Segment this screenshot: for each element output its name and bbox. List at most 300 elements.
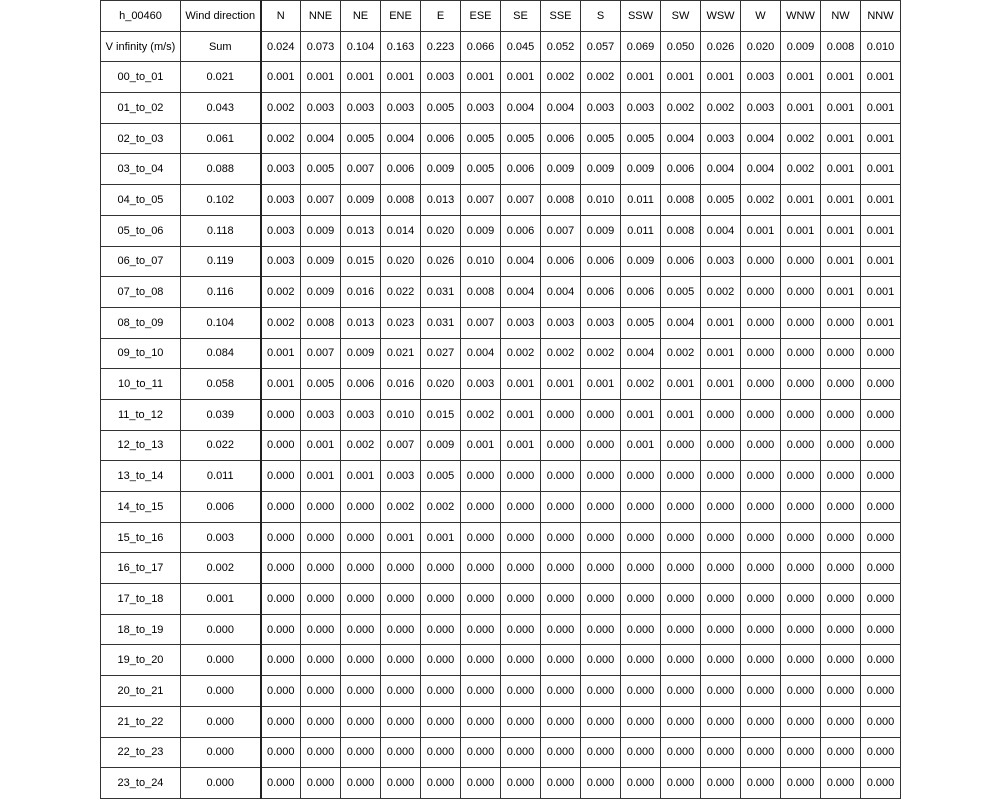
table-cell: 0.001	[301, 62, 341, 93]
table-cell: 0.005	[661, 277, 701, 308]
table-cell: 0.000	[301, 706, 341, 737]
table-cell: 0.000	[461, 676, 501, 707]
table-cell: 0.003	[621, 93, 661, 124]
table-cell: 0.004	[501, 93, 541, 124]
table-cell: 0.000	[461, 492, 501, 523]
table-row	[101, 369, 901, 400]
table-cell: 0.001	[381, 522, 421, 553]
table-cell: 0.000	[741, 614, 781, 645]
table-cell: 0.000	[461, 737, 501, 768]
table-cell: 0.001	[501, 369, 541, 400]
direction-header-ene: ENE	[381, 1, 421, 32]
table-cell: 0.000	[461, 706, 501, 737]
table-cell: 0.031	[421, 277, 461, 308]
table-cell: 0.000	[821, 492, 861, 523]
table-cell: 0.000	[461, 614, 501, 645]
table-cell: 0.001	[701, 369, 741, 400]
table-cell: 0.000	[381, 614, 421, 645]
table-cell: 0.003	[381, 461, 421, 492]
table-cell: 0.000	[341, 492, 381, 523]
table-cell: 0.000	[661, 645, 701, 676]
table-cell: 0.000	[861, 338, 901, 369]
table-cell: 0.000	[861, 430, 901, 461]
table-cell: 0.003	[301, 93, 341, 124]
table-cell: 0.000	[701, 399, 741, 430]
table-cell: 0.000	[301, 676, 341, 707]
table-cell: 0.000	[741, 706, 781, 737]
table-cell: 0.001	[861, 215, 901, 246]
table-cell: 0.000	[301, 645, 341, 676]
table-cell: 0.000	[781, 338, 821, 369]
table-cell: 0.001	[861, 62, 901, 93]
direction-total: 0.050	[661, 31, 701, 62]
table-cell: 0.000	[301, 737, 341, 768]
table-cell: 0.009	[581, 154, 621, 185]
table-cell: 0.013	[341, 215, 381, 246]
table-cell: 0.000	[581, 737, 621, 768]
table-cell: 0.000	[341, 553, 381, 584]
table-cell: 0.001	[781, 215, 821, 246]
table-cell: 0.005	[301, 154, 341, 185]
table-cell: 0.000	[541, 676, 581, 707]
table-cell: 0.001	[301, 461, 341, 492]
wind-direction-header: Wind direction	[181, 1, 261, 32]
table-cell: 0.000	[821, 737, 861, 768]
table-cell: 0.004	[541, 277, 581, 308]
table-cell: 0.002	[741, 185, 781, 216]
table-cell: 0.005	[701, 185, 741, 216]
table-cell: 0.009	[461, 215, 501, 246]
table-cell: 0.000	[741, 430, 781, 461]
table-cell: 0.000	[261, 737, 301, 768]
table-cell: 0.000	[541, 706, 581, 737]
table-cell: 0.000	[461, 584, 501, 615]
table-cell: 0.002	[541, 338, 581, 369]
table-cell: 0.000	[861, 369, 901, 400]
speed-bin-sum: 0.002	[181, 553, 261, 584]
direction-header-ese: ESE	[461, 1, 501, 32]
table-cell: 0.000	[741, 645, 781, 676]
table-cell: 0.001	[501, 430, 541, 461]
direction-header-wnw: WNW	[781, 1, 821, 32]
direction-header-wsw: WSW	[701, 1, 741, 32]
table-cell: 0.004	[621, 338, 661, 369]
speed-bin-sum: 0.119	[181, 246, 261, 277]
table-cell: 0.007	[381, 430, 421, 461]
speed-bin-label: 07_to_08	[101, 277, 181, 308]
table-cell: 0.000	[301, 584, 341, 615]
table-cell: 0.000	[781, 737, 821, 768]
direction-total: 0.052	[541, 31, 581, 62]
table-cell: 0.000	[781, 768, 821, 799]
table-cell: 0.002	[261, 307, 301, 338]
table-cell: 0.001	[261, 369, 301, 400]
table-cell: 0.003	[461, 93, 501, 124]
speed-bin-sum: 0.003	[181, 522, 261, 553]
table-cell: 0.001	[821, 154, 861, 185]
table-cell: 0.000	[381, 737, 421, 768]
table-cell: 0.001	[821, 62, 861, 93]
table-cell: 0.000	[781, 277, 821, 308]
table-cell: 0.000	[541, 399, 581, 430]
table-cell: 0.000	[741, 768, 781, 799]
table-row	[101, 154, 901, 185]
table-cell: 0.000	[821, 645, 861, 676]
table-cell: 0.001	[381, 62, 421, 93]
speed-bin-label: 16_to_17	[101, 553, 181, 584]
table-cell: 0.000	[341, 676, 381, 707]
table-cell: 0.027	[421, 338, 461, 369]
table-row	[101, 338, 901, 369]
table-cell: 0.006	[381, 154, 421, 185]
table-cell: 0.015	[341, 246, 381, 277]
table-cell: 0.000	[701, 645, 741, 676]
table-row	[101, 123, 901, 154]
table-cell: 0.000	[661, 584, 701, 615]
speed-bin-sum: 0.000	[181, 706, 261, 737]
direction-total: 0.008	[821, 31, 861, 62]
table-cell: 0.000	[741, 553, 781, 584]
table-cell: 0.011	[621, 215, 661, 246]
table-cell: 0.000	[741, 737, 781, 768]
table-cell: 0.001	[541, 369, 581, 400]
speed-bin-label: 21_to_22	[101, 706, 181, 737]
table-cell: 0.001	[661, 399, 701, 430]
table-row	[101, 768, 901, 799]
table-cell: 0.000	[381, 553, 421, 584]
table-cell: 0.006	[501, 154, 541, 185]
table-cell: 0.001	[821, 185, 861, 216]
table-cell: 0.000	[261, 399, 301, 430]
speed-bin-label: 19_to_20	[101, 645, 181, 676]
speed-bin-sum: 0.104	[181, 307, 261, 338]
table-cell: 0.001	[861, 123, 901, 154]
table-cell: 0.003	[261, 215, 301, 246]
table-row	[101, 246, 901, 277]
table-cell: 0.000	[581, 492, 621, 523]
table-cell: 0.000	[581, 399, 621, 430]
table-cell: 0.000	[301, 492, 341, 523]
table-cell: 0.002	[261, 93, 301, 124]
table-cell: 0.006	[661, 246, 701, 277]
table-cell: 0.010	[581, 185, 621, 216]
table-cell: 0.000	[301, 614, 341, 645]
header-row	[101, 1, 901, 32]
table-cell: 0.001	[861, 277, 901, 308]
table-row	[101, 676, 901, 707]
table-cell: 0.000	[341, 645, 381, 676]
speed-bin-sum: 0.022	[181, 430, 261, 461]
table-cell: 0.005	[421, 461, 461, 492]
table-cell: 0.009	[341, 185, 381, 216]
table-cell: 0.002	[381, 492, 421, 523]
table-cell: 0.002	[701, 93, 741, 124]
table-cell: 0.009	[421, 430, 461, 461]
table-cell: 0.002	[781, 123, 821, 154]
table-cell: 0.000	[261, 553, 301, 584]
table-cell: 0.031	[421, 307, 461, 338]
table-cell: 0.000	[621, 492, 661, 523]
table-cell: 0.000	[501, 584, 541, 615]
table-cell: 0.009	[621, 246, 661, 277]
table-cell: 0.002	[581, 338, 621, 369]
direction-header-n: N	[261, 1, 301, 32]
table-cell: 0.000	[621, 645, 661, 676]
table-cell: 0.000	[501, 645, 541, 676]
table-cell: 0.004	[661, 123, 701, 154]
table-cell: 0.001	[821, 123, 861, 154]
speed-bin-label: 14_to_15	[101, 492, 181, 523]
table-cell: 0.000	[541, 522, 581, 553]
table-cell: 0.001	[821, 246, 861, 277]
table-cell: 0.000	[661, 522, 701, 553]
table-cell: 0.004	[701, 154, 741, 185]
direction-total: 0.073	[301, 31, 341, 62]
table-cell: 0.000	[661, 706, 701, 737]
table-cell: 0.000	[701, 522, 741, 553]
table-row	[101, 430, 901, 461]
speed-bin-label: 13_to_14	[101, 461, 181, 492]
table-cell: 0.000	[861, 645, 901, 676]
table-cell: 0.003	[301, 399, 341, 430]
table-cell: 0.005	[421, 93, 461, 124]
speed-bin-sum: 0.021	[181, 62, 261, 93]
table-cell: 0.000	[661, 461, 701, 492]
table-cell: 0.013	[341, 307, 381, 338]
table-cell: 0.000	[261, 676, 301, 707]
table-row	[101, 584, 901, 615]
table-cell: 0.008	[661, 215, 701, 246]
table-cell: 0.001	[821, 277, 861, 308]
table-cell: 0.000	[821, 369, 861, 400]
table-cell: 0.003	[261, 154, 301, 185]
table-cell: 0.000	[781, 461, 821, 492]
speed-bin-label: 06_to_07	[101, 246, 181, 277]
direction-total: 0.223	[421, 31, 461, 62]
direction-total: 0.045	[501, 31, 541, 62]
direction-header-sw: SW	[661, 1, 701, 32]
table-cell: 0.001	[861, 154, 901, 185]
table-cell: 0.000	[501, 461, 541, 492]
table-cell: 0.000	[861, 768, 901, 799]
table-cell: 0.022	[381, 277, 421, 308]
speed-bin-label: 04_to_05	[101, 185, 181, 216]
table-cell: 0.001	[621, 62, 661, 93]
table-cell: 0.000	[661, 676, 701, 707]
table-cell: 0.005	[621, 307, 661, 338]
table-cell: 0.001	[301, 430, 341, 461]
table-cell: 0.000	[461, 522, 501, 553]
table-cell: 0.000	[581, 461, 621, 492]
table-cell: 0.000	[421, 737, 461, 768]
table-cell: 0.000	[261, 768, 301, 799]
table-cell: 0.000	[821, 399, 861, 430]
table-cell: 0.000	[501, 553, 541, 584]
table-cell: 0.002	[701, 277, 741, 308]
table-cell: 0.000	[621, 584, 661, 615]
table-cell: 0.000	[341, 614, 381, 645]
table-cell: 0.001	[701, 338, 741, 369]
table-cell: 0.002	[461, 399, 501, 430]
table-cell: 0.000	[501, 614, 541, 645]
table-cell: 0.000	[421, 645, 461, 676]
table-cell: 0.000	[421, 553, 461, 584]
direction-total: 0.026	[701, 31, 741, 62]
table-cell: 0.000	[781, 430, 821, 461]
corner-label: h_00460	[101, 1, 181, 32]
table-row	[101, 706, 901, 737]
table-cell: 0.000	[581, 706, 621, 737]
table-cell: 0.000	[541, 461, 581, 492]
table-cell: 0.002	[421, 492, 461, 523]
direction-total: 0.066	[461, 31, 501, 62]
table-cell: 0.016	[381, 369, 421, 400]
table-cell: 0.004	[541, 93, 581, 124]
table-row	[101, 215, 901, 246]
table-cell: 0.001	[661, 369, 701, 400]
table-cell: 0.000	[781, 369, 821, 400]
table-cell: 0.000	[861, 737, 901, 768]
direction-header-nw: NW	[821, 1, 861, 32]
table-cell: 0.008	[661, 185, 701, 216]
table-row	[101, 461, 901, 492]
table-cell: 0.000	[821, 768, 861, 799]
table-cell: 0.000	[621, 676, 661, 707]
table-cell: 0.005	[341, 123, 381, 154]
table-cell: 0.000	[861, 399, 901, 430]
table-cell: 0.002	[261, 277, 301, 308]
table-cell: 0.000	[661, 492, 701, 523]
table-cell: 0.006	[421, 123, 461, 154]
table-cell: 0.000	[821, 676, 861, 707]
table-cell: 0.000	[501, 737, 541, 768]
table-cell: 0.000	[581, 768, 621, 799]
table-cell: 0.004	[301, 123, 341, 154]
table-cell: 0.000	[701, 768, 741, 799]
table-cell: 0.000	[301, 768, 341, 799]
table-cell: 0.000	[861, 553, 901, 584]
table-cell: 0.000	[501, 706, 541, 737]
table-cell: 0.004	[501, 246, 541, 277]
table-cell: 0.001	[861, 185, 901, 216]
speed-bin-label: 11_to_12	[101, 399, 181, 430]
table-cell: 0.001	[861, 93, 901, 124]
table-cell: 0.002	[341, 430, 381, 461]
table-cell: 0.003	[701, 246, 741, 277]
table-cell: 0.000	[701, 584, 741, 615]
table-cell: 0.009	[581, 215, 621, 246]
table-cell: 0.000	[701, 614, 741, 645]
speed-bin-sum: 0.118	[181, 215, 261, 246]
table-cell: 0.002	[621, 369, 661, 400]
table-cell: 0.001	[661, 62, 701, 93]
table-cell: 0.010	[461, 246, 501, 277]
direction-header-nne: NNE	[301, 1, 341, 32]
table-cell: 0.000	[861, 461, 901, 492]
table-cell: 0.000	[261, 645, 301, 676]
table-cell: 0.000	[621, 737, 661, 768]
direction-total: 0.163	[381, 31, 421, 62]
table-cell: 0.002	[781, 154, 821, 185]
table-cell: 0.009	[341, 338, 381, 369]
table-cell: 0.000	[421, 768, 461, 799]
table-cell: 0.004	[501, 277, 541, 308]
table-cell: 0.001	[821, 93, 861, 124]
direction-header-sse: SSE	[541, 1, 581, 32]
table-cell: 0.000	[621, 461, 661, 492]
table-cell: 0.026	[421, 246, 461, 277]
table-cell: 0.000	[701, 553, 741, 584]
table-cell: 0.002	[261, 123, 301, 154]
table-cell: 0.004	[661, 307, 701, 338]
table-cell: 0.001	[421, 522, 461, 553]
speed-bin-label: 03_to_04	[101, 154, 181, 185]
table-cell: 0.020	[381, 246, 421, 277]
table-cell: 0.000	[661, 614, 701, 645]
table-cell: 0.003	[581, 93, 621, 124]
table-cell: 0.000	[541, 645, 581, 676]
table-row	[101, 277, 901, 308]
table-cell: 0.011	[621, 185, 661, 216]
table-cell: 0.001	[781, 185, 821, 216]
table-cell: 0.000	[781, 522, 821, 553]
table-cell: 0.009	[421, 154, 461, 185]
table-cell: 0.000	[661, 430, 701, 461]
table-cell: 0.000	[781, 307, 821, 338]
table-cell: 0.000	[741, 277, 781, 308]
table-cell: 0.000	[781, 492, 821, 523]
table-cell: 0.003	[501, 307, 541, 338]
table-cell: 0.016	[341, 277, 381, 308]
table-cell: 0.003	[581, 307, 621, 338]
table-cell: 0.000	[861, 522, 901, 553]
table-cell: 0.000	[541, 553, 581, 584]
table-cell: 0.013	[421, 185, 461, 216]
table-cell: 0.001	[701, 62, 741, 93]
table-cell: 0.000	[701, 430, 741, 461]
direction-total: 0.057	[581, 31, 621, 62]
speed-bin-sum: 0.000	[181, 737, 261, 768]
table-cell: 0.008	[541, 185, 581, 216]
table-cell: 0.000	[621, 522, 661, 553]
table-row	[101, 62, 901, 93]
table-cell: 0.000	[741, 307, 781, 338]
direction-total: 0.069	[621, 31, 661, 62]
table-cell: 0.007	[301, 338, 341, 369]
speed-bin-label: 08_to_09	[101, 307, 181, 338]
table-row	[101, 645, 901, 676]
table-cell: 0.000	[381, 584, 421, 615]
table-cell: 0.001	[501, 62, 541, 93]
table-cell: 0.001	[701, 307, 741, 338]
table-cell: 0.000	[501, 676, 541, 707]
table-cell: 0.000	[581, 676, 621, 707]
table-cell: 0.001	[861, 246, 901, 277]
table-cell: 0.007	[541, 215, 581, 246]
table-cell: 0.009	[301, 246, 341, 277]
speed-bin-sum: 0.058	[181, 369, 261, 400]
sum-row-label: V infinity (m/s)	[101, 31, 181, 62]
table-cell: 0.002	[661, 93, 701, 124]
table-cell: 0.004	[381, 123, 421, 154]
table-cell: 0.008	[301, 307, 341, 338]
speed-bin-sum: 0.001	[181, 584, 261, 615]
table-cell: 0.006	[581, 277, 621, 308]
speed-bin-sum: 0.084	[181, 338, 261, 369]
table-cell: 0.000	[541, 584, 581, 615]
table-cell: 0.001	[461, 62, 501, 93]
table-cell: 0.003	[421, 62, 461, 93]
